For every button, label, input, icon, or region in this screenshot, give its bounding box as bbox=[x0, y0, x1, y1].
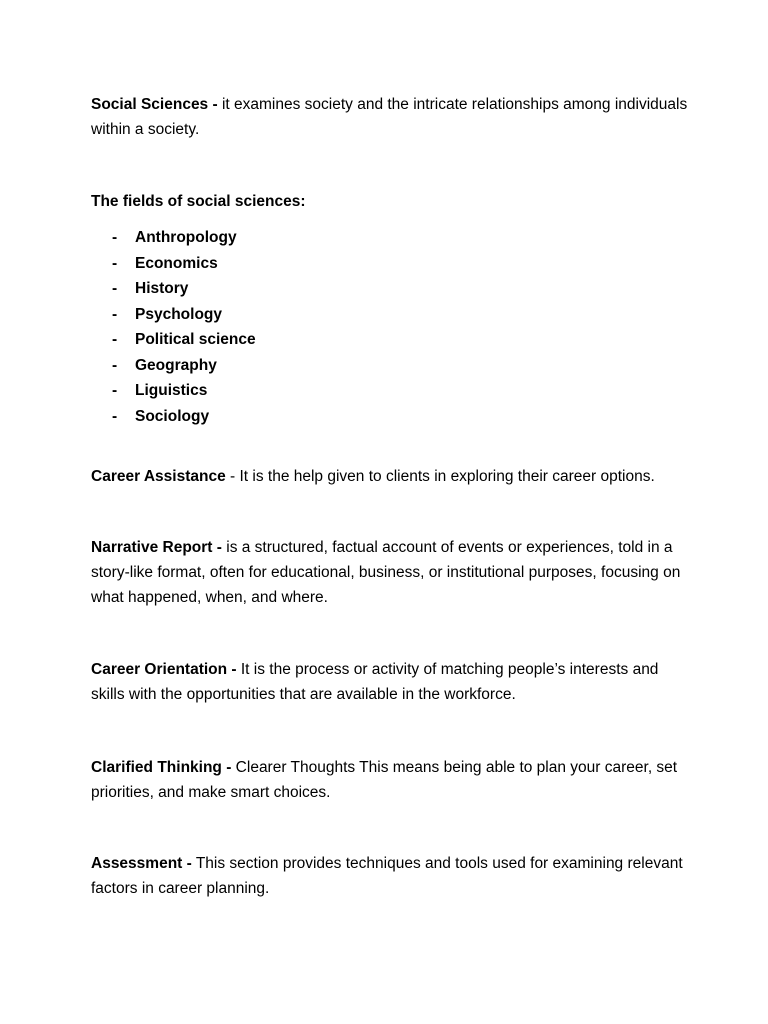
field-label: Geography bbox=[135, 356, 217, 374]
field-label: History bbox=[135, 280, 189, 297]
list-dash: - bbox=[112, 254, 118, 272]
term-label: Narrative Report - bbox=[91, 539, 222, 556]
list-dash: - bbox=[112, 407, 118, 425]
fields-heading: The fields of social sciences: bbox=[91, 193, 306, 210]
field-label: Anthropology bbox=[135, 229, 237, 246]
definition-text: It is the process or activity of matching people’s interests and skills with the opportunities that are available in the workforce. bbox=[91, 661, 659, 703]
term-label: Career Orientation - bbox=[91, 661, 237, 678]
term-label: Clarified Thinking - bbox=[91, 759, 232, 776]
term-label: Assessment - bbox=[91, 855, 192, 872]
list-dash: - bbox=[112, 280, 118, 297]
list-dash: - bbox=[112, 331, 118, 348]
definition-narrative-report bbox=[91, 535, 691, 610]
definition-career-orientation bbox=[91, 657, 691, 707]
field-label: Economics bbox=[135, 254, 218, 272]
definition-text: Clearer Thoughts This means being able to plan your career, set priorities, and make smart choices. bbox=[91, 759, 678, 801]
term-label: Career Assistance bbox=[91, 468, 226, 485]
definition-text: it examines society and the intricate relationships among individuals within a society. bbox=[91, 96, 688, 138]
list-dash: - bbox=[112, 305, 118, 323]
definition-clarified-thinking bbox=[91, 755, 691, 805]
list-dash: - bbox=[112, 382, 118, 399]
list-dash: - bbox=[112, 229, 118, 246]
definition-text: This section provides techniques and tools used for examining relevant factors in career planning. bbox=[91, 855, 683, 897]
field-label: Psychology bbox=[135, 305, 222, 323]
definition-assessment bbox=[91, 851, 691, 901]
field-label: Liguistics bbox=[135, 382, 208, 399]
definition-social-sciences bbox=[91, 92, 691, 142]
field-label: Sociology bbox=[135, 407, 210, 425]
definition-text: - It is the help given to clients in exploring their career options. bbox=[225, 468, 655, 485]
list-dash: - bbox=[112, 356, 118, 374]
term-label: Social Sciences - bbox=[91, 96, 218, 113]
definition-text: is a structured, factual account of events or experiences, told in a story-like format, often for educational, business, or institutional purposes, focusing on what happened, when, and where. bbox=[91, 539, 681, 606]
field-label: Political science bbox=[135, 331, 256, 348]
definition-career-assistance bbox=[91, 464, 691, 489]
